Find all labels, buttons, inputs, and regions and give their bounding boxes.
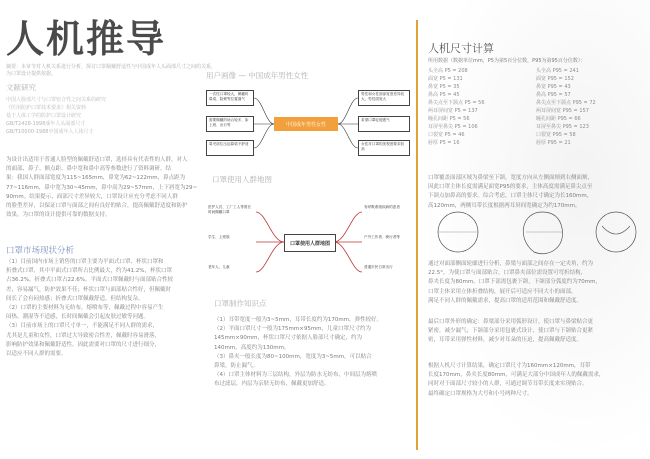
market-line: 尤其是儿童和女性，口罩过大导致密合性差，佩戴时容易滑落， [6,332,161,339]
lit-item: GB/T10000-1988中国成年人人体尺寸 [6,129,94,135]
knowledge-line: 布过滤层，内层为亲肤无纺布，佩戴更加舒适。 [214,381,330,388]
mindmap-node: 户外工作者、骑行者等 [362,234,412,250]
market-line: 以适应不同人群的需要。 [6,351,67,358]
paragraph-line: 22.5°，为使口罩与面部贴合，口罩鼻夹部位需设置可弯折结构， [428,270,586,277]
paragraph-line: 因此口罩主体长度需满足面宽P95的要求，主体高度需满足鼻尖点至 [428,184,593,191]
table-cell: 面宽 P95 = 152 [536,76,574,82]
paragraph-line: 密，耳带采用弹性材料，减少对耳朵的压迫，提高佩戴舒适度。 [428,337,583,344]
table-cell: 唇厚 P5 = 16 [428,140,460,146]
mindmap-user-profile [206,84,412,164]
table-row [428,115,644,123]
market-line: 占36.2%，折叠式口罩占22.6%。平面式口罩佩戴时与面部贴合性较 [6,277,173,284]
paragraph-line: 满足不同人群的佩戴需求，提高口罩的适用范围和佩戴舒适度。 [428,297,583,304]
paragraph-line: 长度170mm，鼻夹长度80mm，可满足大部分中国成年人的佩戴需求， [428,372,605,379]
right-paragraph-4 [428,362,644,399]
lit-item: 《医用防护口罩技术要求》相关资料 [6,105,87,111]
table-cell: 瞳孔间距 P5 = 56 [428,116,470,122]
paragraph-line: 根据人机尺寸计算结果，确定口罩尺寸为160mm×120mm，耳带 [428,363,591,369]
paragraph-line: 通过对面部侧面轮廓进行分析，鼻梁与面部之间存在一定夹角，约为 [428,261,594,267]
table-cell: 面宽 P5 = 131 [428,76,463,82]
mindmap-node: 需要佩戴的场合较多，如上班、出行等 [206,116,254,132]
face-outline-icons [430,208,640,256]
market-line: 差，容易漏气，防护效果不佳；杯状口罩与面部贴合性好，但佩戴时 [6,286,172,293]
paragraph-line: 鼻夹长度为80mm。口罩下部需包裹下颌，下颌部分弧度约为70mm， [428,279,601,286]
table-cell: 鼻高 P5 = 45 [428,92,460,98]
lit-item: GB/T2428-1998成年人头面部尺寸 [6,121,86,127]
mindmap-node: 普通市民日常出行 [362,264,412,280]
lit-line: 90mm。结果提示，面部尺寸差异较大，口罩设计应充分考虑不同人群 [6,193,178,200]
mindmap-node: 鼻夹部位压迫鼻梁不舒适 [206,140,254,156]
right-paragraph-3 [428,318,644,346]
table-cell: 鼻尖点至下颌点 P5 = 56 [428,100,485,106]
table-cell: 耳屏至鼻尖 P5 = 106 [428,124,478,130]
table-cell: 头全高 P5 = 208 [428,68,468,74]
page-title: 人机推导 [6,17,167,61]
market-line: 间长了会有闷热感；折叠式口罩佩戴舒适，但结构复杂。 [6,295,144,302]
table-row [428,91,644,99]
lit-line: 的脸型差异，以保证口罩与面部之间有良好的贴合，提高佩戴舒适度和防护 [6,203,188,210]
lit-line: 效果，为口罩的设计提供可靠的数据支持。 [6,212,111,219]
table-cell: 鼻高 P95 = 57 [536,92,571,98]
paragraph-line: 高120mm，两侧耳带长度根据两耳屏间宽确定为约170mm。 [428,202,581,209]
mindmap-center: 口罩使用人群地图 [284,234,336,252]
mask-knowledge-heading: 口罩制作知识点 [214,299,267,308]
knowledge-line: （4）口罩主体材料为三层结构，外层为防水无纺布，中间层为熔喷 [214,372,378,379]
market-heading: 口罩市场现状分析 [6,246,75,256]
market-line: 闷热、潮湿等不适感，长时间佩戴会引起皮肤过敏等问题。 [6,314,150,321]
lit-item: 基于人体工学的防护口罩设计研究 [6,113,82,119]
market-line: （2）口罩的主要材料为无纺布，熔喷布等，佩戴过程中容易产生 [6,305,164,312]
mindmap-node: 老年人、儿童 [206,264,256,280]
table-row [428,75,644,83]
knowledge-line: 140mm，高度约为130mm。 [214,344,290,351]
paragraph-line: 口罩主体采用立体折叠结构，展开后可适应不同大小的面部， [428,288,577,295]
table-row [428,67,644,75]
mask-knowledge-paragraph [214,316,410,390]
knowledge-line: （3）鼻夹一般长度为80~100mm，宽度为3~5mm，可以贴合 [214,353,372,360]
paragraph-line: 口罩覆盖面部区域为鼻梁至下颌，宽度方向从左侧面颊到右侧面颊， [428,175,594,181]
mindmap-node: 医护人员、工厂工人等需长时间佩戴口罩 [206,204,256,220]
lit-line: 果：我国人群面部宽度为115~165mm，鼻宽为62~122mm，鼻点距为 [6,175,186,182]
lit-line: 为设计出适用于普通人脸型的佩戴舒适口罩，选择具有代表性的人群，对人 [6,157,188,163]
table-cell: 鼻宽 P95 = 43 [536,84,571,90]
mindmap-node: 学生、上班族 [206,234,256,250]
mindmap-node: 有呼吸系统疾病的患者 [362,204,412,220]
market-line: 折叠式口罩，其中平面式口罩所占比例最大，约为41.2%，杯状口罩 [6,268,172,275]
mindmap-node: 女性对口罩的美观度要求较高 [358,140,410,156]
market-line: （1）目前国内市场上销售的口罩主要为平面式口罩、杯状口罩和 [6,259,164,265]
intro-text: 摘要：本章节对人机关系进行分析，探讨口罩佩戴舒适性与中国成年人头面部尺寸之间的关系， [6,64,217,70]
table-row [428,139,644,147]
right-paragraph-1 [428,174,644,211]
lit-item: 中国人脸部尺寸与口罩密合性之间关系的研究 [6,97,107,103]
market-line: 影响防护效果和佩戴舒适性。因此需要对口罩的尺寸进行细分， [6,341,161,348]
right-heading: 人机尺寸计算 [428,42,494,55]
knowledge-line: （2）平面口罩尺寸一般为175mm×95mm，儿童口罩尺寸约为 [214,326,372,333]
paragraph-line: 最终确定口罩规格为大号和小号两种尺寸。 [428,390,533,397]
data-table [428,67,644,147]
paragraph-line: 紧密，减少漏气；下颌部分采用包裹式设计，使口罩与下颌贴合更紧 [428,328,594,335]
paragraph-line: 最后口罩外形的确定：鼻梁部分采用弧形设计，使口罩与鼻梁贴合更 [428,319,594,325]
table-cell: 两耳屏间宽 P5 = 137 [428,108,478,114]
lit-list [6,96,206,136]
lit-paragraph [6,156,202,220]
mindmap-node: 希望口罩轻便透气 [358,116,410,132]
mindmap-user-map [206,200,412,284]
face-diagram [430,208,640,256]
table-row [428,107,644,115]
market-line: （3）目前市场上的口罩尺寸单一，不能满足不同人群的需求， [6,323,159,330]
market-paragraph [6,258,204,359]
table-cell: 口裂宽 P5 = 46 [428,132,465,138]
table-row [428,131,644,139]
table-row [428,99,644,107]
table-row [428,83,644,91]
paragraph-line: 下颌点加鼻高的要求。综合考虑，口罩主体尺寸确定为长160mm， [428,193,593,200]
right-subheading: 所用数据（数据单位mm，P5为第5百分位数，P95为第95百分位数）： [428,58,586,64]
paragraph-line: 同时对于面部尺寸较小的人群，可通过调节耳带长度来实现贴合。 [428,381,588,388]
table-cell: 唇厚 P95 = 21 [536,140,571,146]
mindmap-node: 一次性口罩较大，佩戴时鼻梁、脸颊等位置漏气 [206,90,254,106]
knowledge-line: 145mm×90mm，杯状口罩尺寸依据人脸部尺寸确定，约为 [214,335,363,342]
lit-line: 77~116mm，鼻中宽为30~45mm，鼻中高为29~57mm，上下唇宽为29~ [6,184,198,191]
mindmap-center: 中国成年男性女性 [274,117,338,131]
table-cell: 两耳屏间宽 P95 = 157 [536,108,589,114]
table-row [428,123,644,131]
table-cell: 鼻尖点至下颌点 P95 = 72 [536,100,596,106]
table-cell: 耳屏至鼻尖 P95 = 123 [536,124,589,130]
right-paragraph-2 [428,260,644,306]
knowledge-line: （1）耳带宽度一般为3~5mm，耳带长度约为170mm，弹性较好。 [214,317,383,323]
table-cell: 头全高 P95 = 241 [536,68,579,74]
user-map-heading: 口罩使用人群地图 [212,175,272,184]
lit-line: 的面部、鼻子、额点距、鼻中宽和鼻中高等参数进行了资料调研。结 [6,166,172,173]
intro-text-2: 为口罩设计提供依据。 [6,71,57,77]
knowledge-line: 鼻梁，防止漏气。 [214,363,259,370]
table-cell: 瞳孔间距 P95 = 66 [536,116,581,122]
table-cell: 鼻宽 P5 = 35 [428,84,460,90]
mindmap-node: 男性和女性面部宽度差异较大，男性面宽大 [358,90,410,106]
table-cell: 口裂宽 P95 = 58 [536,132,576,138]
lit-heading: 文献研究 [6,83,36,92]
user-profile-heading: 用户画像 — 中国成年男性女性 [206,71,309,80]
